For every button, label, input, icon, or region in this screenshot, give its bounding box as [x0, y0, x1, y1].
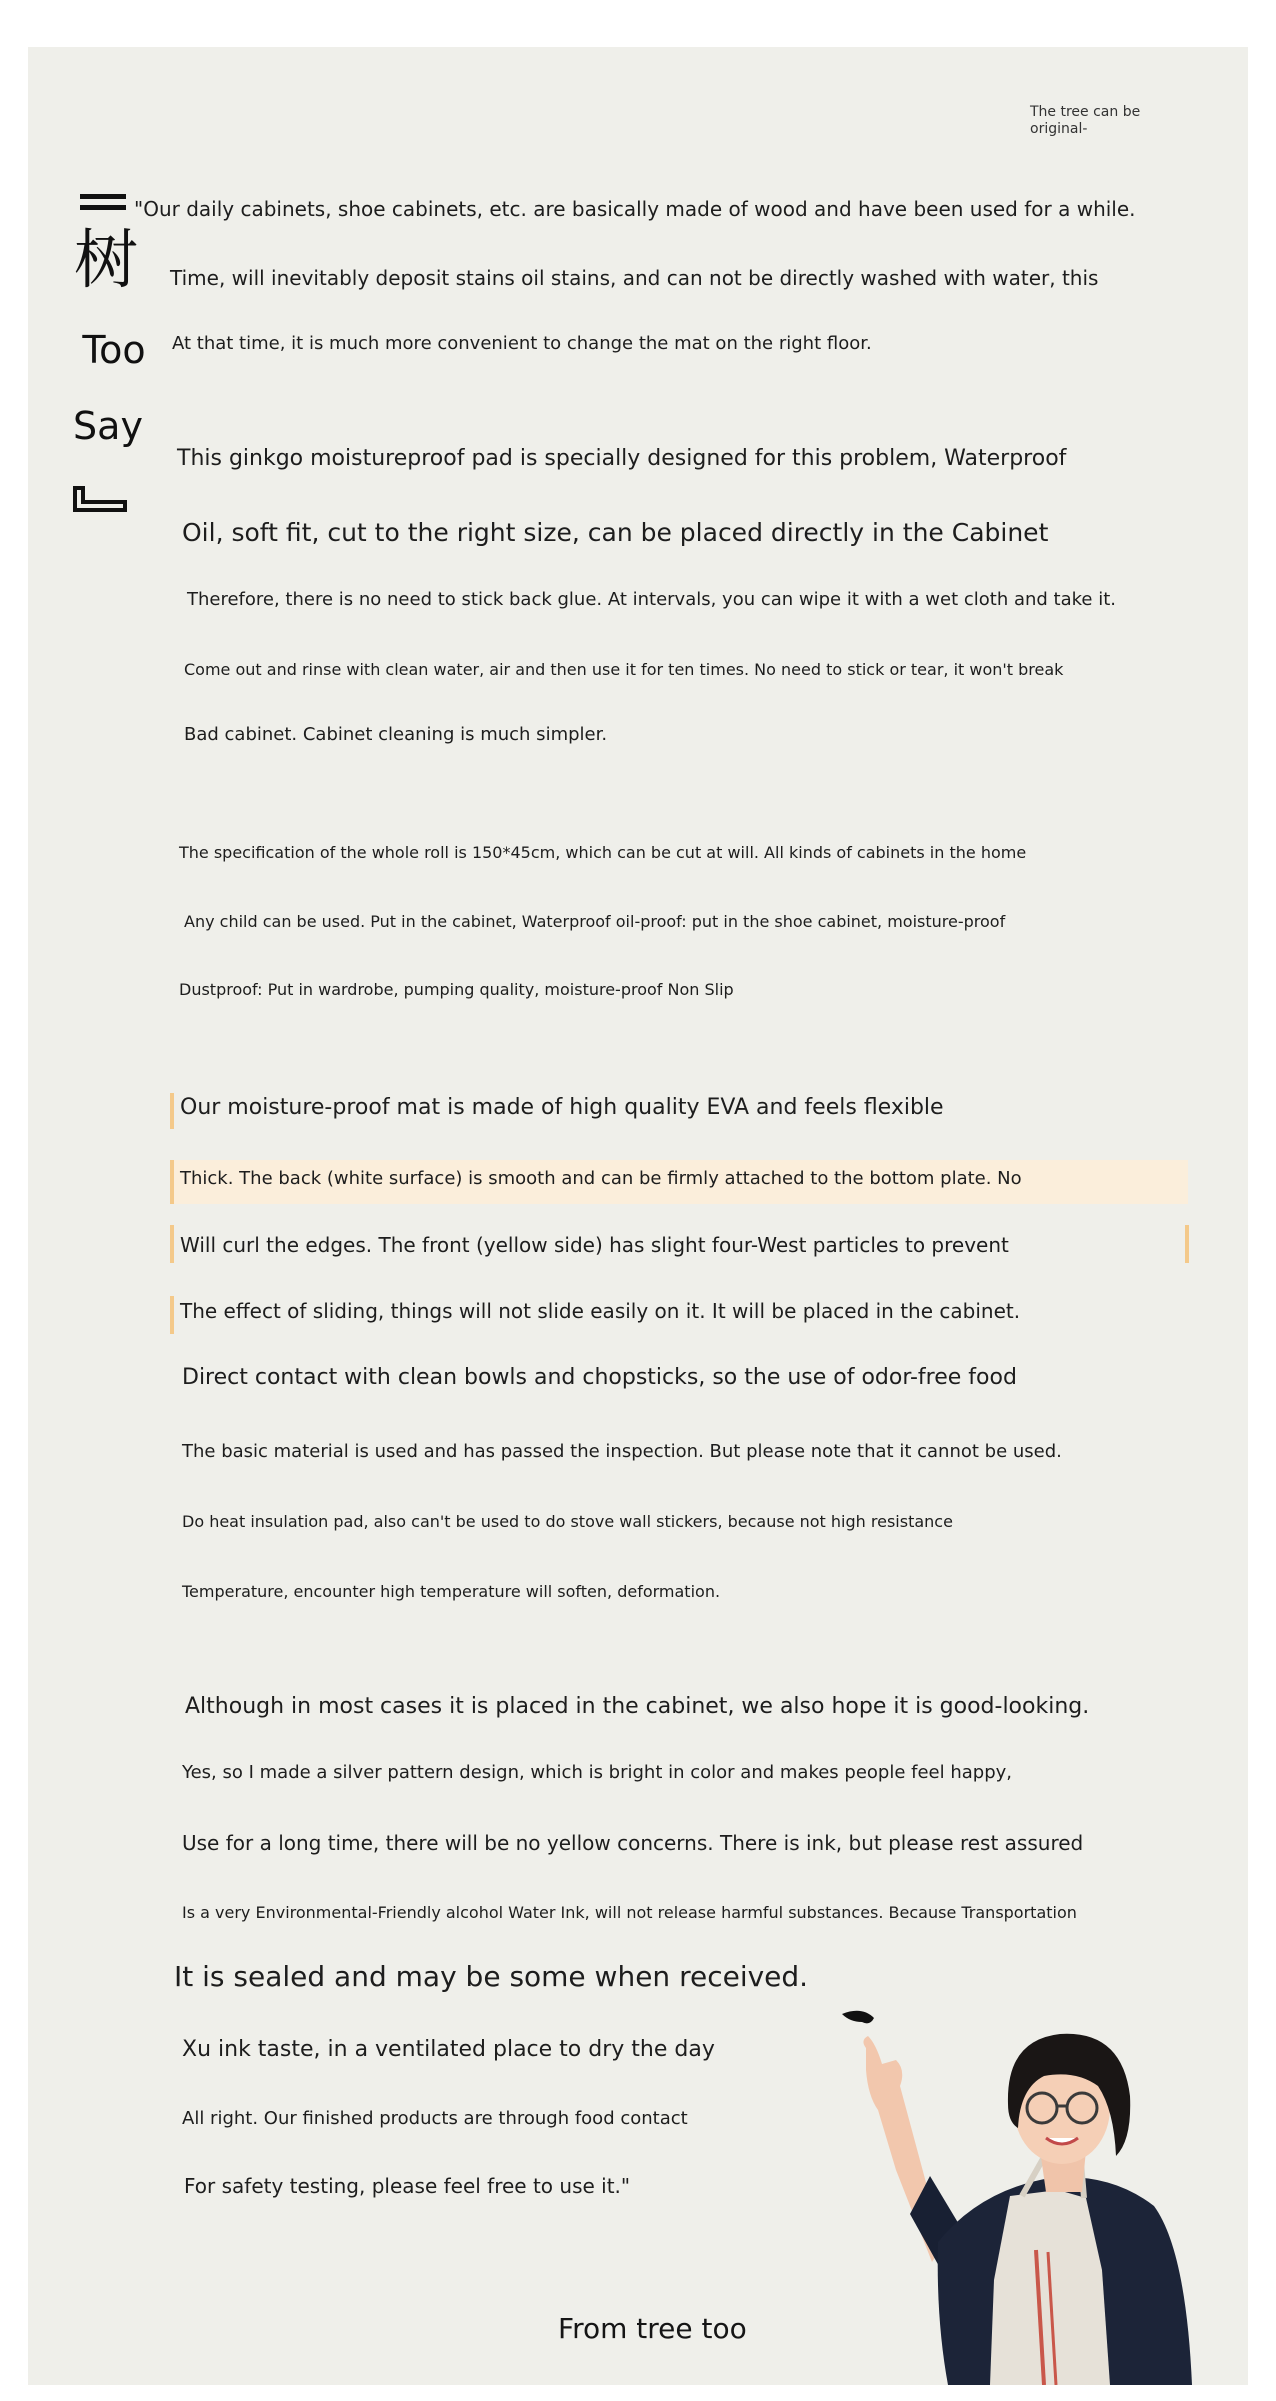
text-line: Use for a long time, there will be no yellow concerns. There is ink, but please rest assured	[182, 1831, 1084, 1855]
text-line: Although in most cases it is placed in the cabinet, we also hope it is good-looking.	[185, 1694, 1090, 1719]
text-line: Will curl the edges. The front (yellow side) has slight four-West particles to prevent	[180, 1233, 1009, 1257]
text-line: Direct contact with clean bowls and chopsticks, so the use of odor-free food	[182, 1365, 1017, 1390]
text-line: Time, will inevitably deposit stains oil stains, and can not be directly washed with water, this	[170, 266, 1099, 290]
text-line: Yes, so I made a silver pattern design, which is bright in color and makes people feel happy,	[182, 1762, 1013, 1783]
corner-note: The tree can be original-	[1030, 104, 1141, 137]
side-title	[62, 190, 158, 520]
title-word-too: Too	[82, 328, 146, 372]
highlight-bar	[170, 1093, 174, 1129]
highlight-bar	[170, 1160, 174, 1204]
text-line: The specification of the whole roll is 150*45cm, which can be cut at will. All kinds of cabinets in the home	[179, 843, 1027, 862]
signoff: From tree too	[558, 2312, 747, 2345]
text-line: At that time, it is much more convenient to change the mat on the right floor.	[172, 333, 872, 354]
highlight-bar	[170, 1225, 174, 1263]
text-line: Dustproof: Put in wardrobe, pumping quality, moisture-proof Non Slip	[179, 980, 734, 999]
text-line: Our moisture-proof mat is made of high quality EVA and feels flexible	[180, 1095, 944, 1120]
highlight-bar-right	[1185, 1225, 1189, 1263]
text-line: Thick. The back (white surface) is smooth and can be firmly attached to the bottom plate. No	[180, 1168, 1022, 1189]
text-line: "Our daily cabinets, shoe cabinets, etc. are basically made of wood and have been used for a while.	[134, 197, 1136, 221]
text-line: Is a very Environmental-Friendly alcohol Water Ink, will not release harmful substances. Because Transportation	[182, 1903, 1077, 1922]
text-line: Therefore, there is no need to stick back glue. At intervals, you can wipe it with a wet cloth and take it.	[187, 589, 1117, 610]
bracket-top-icon	[80, 194, 126, 212]
text-line: Temperature, encounter high temperature will soften, deformation.	[182, 1582, 721, 1601]
highlight-bar	[170, 1296, 174, 1334]
text-line: For safety testing, please feel free to use it."	[184, 2174, 631, 2198]
title-word-say: Say	[73, 404, 143, 448]
title-char: 树	[74, 224, 138, 298]
text-line: The effect of sliding, things will not slide easily on it. It will be placed in the cabinet.	[180, 1299, 1021, 1323]
text-line: Come out and rinse with clean water, air and then use it for ten times. No need to stick or tear, it won't break	[184, 660, 1064, 679]
text-line: Do heat insulation pad, also can't be used to do stove wall stickers, because not high resistance	[182, 1512, 953, 1531]
text-line: Any child can be used. Put in the cabinet, Waterproof oil-proof: put in the shoe cabinet, moisture-proof	[184, 912, 1006, 931]
text-line: Bad cabinet. Cabinet cleaning is much simpler.	[184, 724, 608, 745]
presenter-photo	[840, 2000, 1204, 2385]
text-line: This ginkgo moistureproof pad is specially designed for this problem, Waterproof	[177, 446, 1067, 471]
text-line: The basic material is used and has passed the inspection. But please note that it cannot be used.	[182, 1441, 1062, 1462]
text-line: It is sealed and may be some when received.	[174, 1960, 809, 1993]
text-line: Xu ink taste, in a ventilated place to dry the day	[182, 2037, 715, 2062]
text-line: All right. Our finished products are through food contact	[182, 2108, 688, 2129]
bracket-bottom-icon	[72, 486, 128, 514]
text-line: Oil, soft fit, cut to the right size, can be placed directly in the Cabinet	[182, 518, 1049, 547]
